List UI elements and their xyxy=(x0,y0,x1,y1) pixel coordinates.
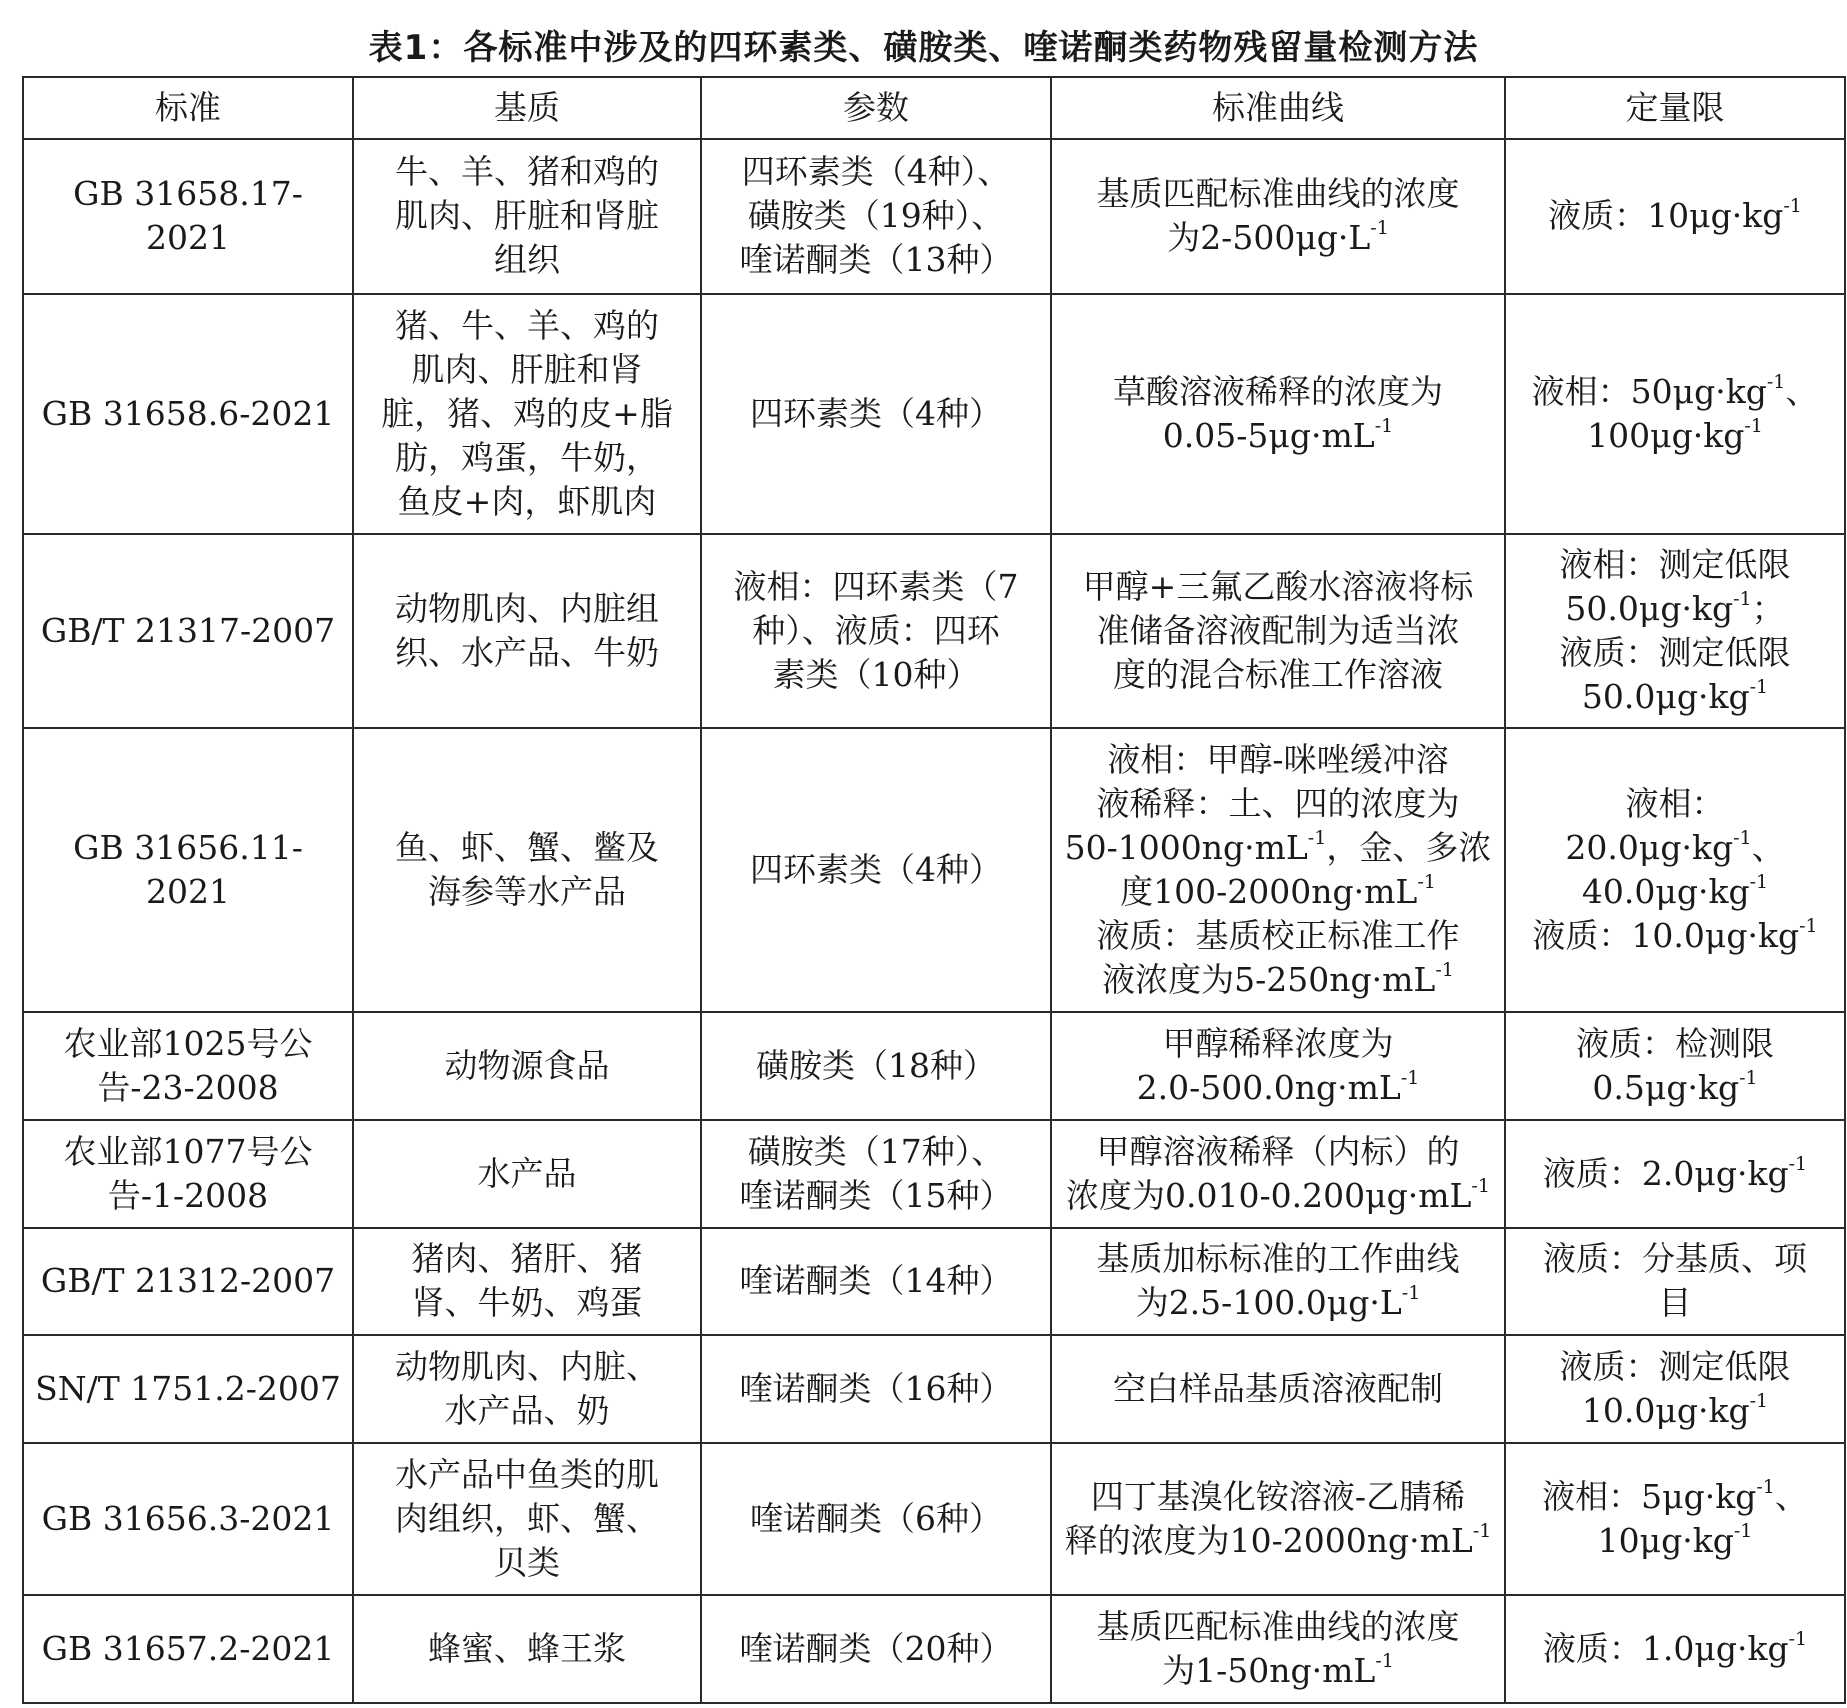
cell-quantification-limit xyxy=(1505,294,1845,534)
cell-text: 液质：基质校正标准工作 xyxy=(1096,916,1460,956)
table-row xyxy=(23,1120,1845,1228)
unit-exponent: -1 xyxy=(1749,675,1769,698)
table-row xyxy=(23,139,1845,294)
cell-text: 40.0μg·kg xyxy=(1581,872,1750,912)
cell-standard-curve xyxy=(1051,1443,1505,1596)
unit-exponent: -1 xyxy=(1400,1067,1420,1090)
cell-quantification-limit-line xyxy=(1516,826,1834,870)
cell-text: 浓度为0.010-0.200μg·mL xyxy=(1066,1175,1472,1215)
header-standard: 标准 xyxy=(23,77,353,139)
cell-quantification-limit-line xyxy=(1516,543,1834,587)
cell-quantification-limit xyxy=(1505,1120,1845,1228)
cell-standard: GB 31658.17-2021 xyxy=(23,139,353,294)
cell-text: 准储备溶液配制为适当浓 xyxy=(1096,610,1460,650)
cell-text: 液质：1.0μg·kg xyxy=(1542,1629,1789,1669)
unit-exponent: -1 xyxy=(1733,587,1752,610)
cell-standard-curve xyxy=(1051,294,1505,534)
cell-text-tail: 、 xyxy=(1751,828,1785,868)
cell-matrix: 水产品 xyxy=(353,1120,701,1228)
cell-parameters: 四环素类（4种）、 磺胺类（19种）、 喹诺酮类（13种） xyxy=(701,139,1051,294)
cell-standard-curve-line xyxy=(1062,1174,1494,1218)
header-row xyxy=(23,77,1845,139)
unit-exponent: -1 xyxy=(1374,414,1394,437)
unit-exponent: -1 xyxy=(1744,414,1763,437)
cell-matrix: 动物肌肉、内脏、 水产品、奶 xyxy=(353,1335,701,1443)
cell-quantification-limit xyxy=(1505,1335,1845,1443)
cell-standard-curve xyxy=(1051,728,1505,1012)
cell-parameters: 喹诺酮类（20种） xyxy=(701,1595,1051,1703)
cell-text: 50-1000ng·mL xyxy=(1064,828,1308,868)
unit-exponent: -1 xyxy=(1766,370,1786,393)
cell-quantification-limit-line xyxy=(1516,1152,1834,1196)
cell-text: 基质匹配标准曲线的浓度 xyxy=(1096,1607,1460,1647)
header-quantification-limit: 定量限 xyxy=(1505,77,1845,139)
cell-text: 甲醇稀释浓度为 xyxy=(1162,1024,1394,1064)
cell-quantification-limit-line xyxy=(1516,1475,1834,1519)
cell-text: 液质：检测限 xyxy=(1576,1024,1774,1064)
cell-parameters: 四环素类（4种） xyxy=(701,728,1051,1012)
cell-standard-curve xyxy=(1051,1120,1505,1228)
cell-text: 基质加标标准的工作曲线 xyxy=(1096,1239,1460,1279)
cell-text: 液质：10μg·kg xyxy=(1548,196,1784,236)
cell-text: 空白样品基质溶液配制 xyxy=(1113,1368,1443,1408)
cell-quantification-limit-line xyxy=(1516,914,1834,958)
cell-text: 10μg·kg xyxy=(1597,1521,1734,1561)
unit-exponent: -1 xyxy=(1733,827,1752,850)
cell-quantification-limit-line xyxy=(1516,1281,1834,1325)
cell-parameters: 四环素类（4种） xyxy=(701,294,1051,534)
cell-quantification-limit-line xyxy=(1516,631,1834,675)
cell-quantification-limit-line xyxy=(1516,587,1834,631)
cell-parameters: 磺胺类（17种）、 喹诺酮类（15种） xyxy=(701,1120,1051,1228)
cell-matrix: 动物源食品 xyxy=(353,1012,701,1120)
cell-standard-curve-line xyxy=(1062,414,1494,458)
cell-text-tail: 、 xyxy=(1785,371,1819,411)
cell-text: 液浓度为5-250ng·mL xyxy=(1102,960,1436,1000)
cell-text: 液相：50μg·kg xyxy=(1531,371,1767,411)
cell-text: 为2.5-100.0μg·L xyxy=(1135,1283,1402,1323)
cell-standard-curve-line xyxy=(1062,914,1494,958)
cell-standard-curve xyxy=(1051,1595,1505,1703)
cell-text: 液质：测定低限 xyxy=(1559,1346,1791,1386)
cell-text: 液质：分基质、项 xyxy=(1543,1239,1807,1279)
cell-text-tail: ； xyxy=(1751,588,1785,628)
cell-text: 20.0μg·kg xyxy=(1565,828,1734,868)
cell-quantification-limit-line xyxy=(1516,1519,1834,1563)
cell-text: 四丁基溴化铵溶液-乙腈稀 xyxy=(1090,1477,1466,1517)
cell-standard-curve-line xyxy=(1062,1066,1494,1110)
cell-parameters: 喹诺酮类（14种） xyxy=(701,1228,1051,1336)
table-row xyxy=(23,728,1845,1012)
cell-standard-curve-line xyxy=(1062,216,1494,260)
unit-exponent: -1 xyxy=(1749,1389,1769,1412)
cell-text: 为2-500μg·L xyxy=(1167,218,1371,258)
table-row xyxy=(23,1335,1845,1443)
cell-text: 度的混合标准工作溶液 xyxy=(1113,654,1443,694)
cell-standard-curve-line xyxy=(1062,1649,1494,1693)
cell-standard-curve-line xyxy=(1062,1237,1494,1281)
cell-text-tail: 、 xyxy=(1774,1477,1808,1517)
cell-text: 0.5μg·kg xyxy=(1592,1068,1740,1108)
cell-matrix: 动物肌肉、内脏组 织、水产品、牛奶 xyxy=(353,534,701,728)
unit-exponent: -1 xyxy=(1370,217,1389,240)
cell-quantification-limit xyxy=(1505,139,1845,294)
unit-exponent: -1 xyxy=(1783,195,1802,218)
cell-quantification-limit-line xyxy=(1516,194,1834,238)
table-title: 表1：各标准中涉及的四环素类、磺胺类、喹诺酮类药物残留量检测方法 xyxy=(368,28,1479,68)
cell-parameters: 喹诺酮类（16种） xyxy=(701,1335,1051,1443)
cell-standard: SN/T 1751.2-2007 xyxy=(23,1335,353,1443)
cell-standard-curve-line xyxy=(1062,370,1494,414)
cell-text: 液相：甲醇-咪唑缓冲溶 xyxy=(1107,740,1449,780)
unit-exponent: -1 xyxy=(1733,1520,1753,1543)
table-body xyxy=(23,139,1845,1703)
unit-exponent: -1 xyxy=(1788,1628,1808,1651)
cell-standard-curve-line xyxy=(1062,958,1494,1002)
cell-matrix: 水产品中鱼类的肌 肉组织，虾、蟹、 贝类 xyxy=(353,1443,701,1596)
header-parameters: 参数 xyxy=(701,77,1051,139)
unit-exponent: -1 xyxy=(1472,1520,1492,1543)
header-standard-curve: 标准曲线 xyxy=(1051,77,1505,139)
table-row xyxy=(23,534,1845,728)
cell-text: 为1-50ng·mL xyxy=(1162,1651,1376,1691)
cell-standard: 农业部1025号公 告-23-2008 xyxy=(23,1012,353,1120)
cell-quantification-limit-line xyxy=(1516,1345,1834,1389)
cell-text: 液质：2.0μg·kg xyxy=(1542,1153,1789,1193)
cell-standard-curve xyxy=(1051,1012,1505,1120)
cell-quantification-limit-line xyxy=(1516,370,1834,414)
cell-standard-curve-line xyxy=(1062,1367,1494,1411)
cell-matrix: 猪、牛、羊、鸡的 肌肉、肝脏和肾 脏，猪、鸡的皮+脂 肪，鸡蛋，牛奶， 鱼皮+肉，虾肌肉 xyxy=(353,294,701,534)
cell-standard-curve xyxy=(1051,1228,1505,1336)
unit-exponent: -1 xyxy=(1739,1067,1758,1090)
cell-quantification-limit-line xyxy=(1516,1022,1834,1066)
cell-text: 草酸溶液稀释的浓度为 xyxy=(1113,371,1443,411)
cell-quantification-limit-line xyxy=(1516,870,1834,914)
unit-exponent: -1 xyxy=(1471,1174,1490,1197)
unit-exponent: -1 xyxy=(1756,1476,1775,1499)
cell-text: 目 xyxy=(1658,1283,1692,1323)
cell-text: 液相：测定低限 xyxy=(1559,544,1791,584)
cell-quantification-limit-line xyxy=(1516,1237,1834,1281)
table-row xyxy=(23,1443,1845,1596)
cell-text: 液质：10.0μg·kg xyxy=(1532,916,1800,956)
cell-matrix: 猪肉、猪肝、猪 肾、牛奶、鸡蛋 xyxy=(353,1228,701,1336)
cell-standard-curve-line xyxy=(1062,870,1494,914)
cell-quantification-limit-line xyxy=(1516,782,1834,826)
cell-standard-curve xyxy=(1051,534,1505,728)
cell-text-tail: ，金、多浓 xyxy=(1326,828,1492,868)
cell-standard-curve xyxy=(1051,139,1505,294)
cell-standard: GB/T 21317-2007 xyxy=(23,534,353,728)
cell-text: 液相： xyxy=(1625,784,1725,824)
cell-matrix: 鱼、虾、蟹、鳖及 海参等水产品 xyxy=(353,728,701,1012)
unit-exponent: -1 xyxy=(1788,1152,1808,1175)
cell-text: 2.0-500.0ng·mL xyxy=(1136,1068,1401,1108)
cell-text: 基质匹配标准曲线的浓度 xyxy=(1096,174,1460,214)
cell-quantification-limit-line xyxy=(1516,414,1834,458)
cell-text: 50.0μg·kg xyxy=(1581,676,1750,716)
cell-standard-curve-line xyxy=(1062,1519,1494,1563)
cell-standard-curve-line xyxy=(1062,1130,1494,1174)
unit-exponent: -1 xyxy=(1307,827,1327,850)
cell-parameters: 液相：四环素类（7 种）、液质：四环 素类（10种） xyxy=(701,534,1051,728)
table-row xyxy=(23,294,1845,534)
cell-quantification-limit-line xyxy=(1516,1389,1834,1433)
cell-standard-curve-line xyxy=(1062,653,1494,697)
cell-standard-curve-line xyxy=(1062,738,1494,782)
cell-standard-curve-line xyxy=(1062,565,1494,609)
cell-quantification-limit xyxy=(1505,1228,1845,1336)
cell-standard-curve-line xyxy=(1062,172,1494,216)
cell-quantification-limit xyxy=(1505,728,1845,1012)
cell-matrix: 蜂蜜、蜂王浆 xyxy=(353,1595,701,1703)
header-matrix: 基质 xyxy=(353,77,701,139)
unit-exponent: -1 xyxy=(1435,959,1454,982)
cell-parameters: 磺胺类（18种） xyxy=(701,1012,1051,1120)
cell-standard: 农业部1077号公 告-1-2008 xyxy=(23,1120,353,1228)
cell-parameters: 喹诺酮类（6种） xyxy=(701,1443,1051,1596)
cell-text: 液质：测定低限 xyxy=(1559,632,1791,672)
unit-exponent: -1 xyxy=(1401,1282,1421,1305)
cell-quantification-limit xyxy=(1505,1443,1845,1596)
table-row xyxy=(23,1595,1845,1703)
cell-standard: GB 31656.11-2021 xyxy=(23,728,353,1012)
cell-matrix: 牛、羊、猪和鸡的 肌肉、肝脏和肾脏 组织 xyxy=(353,139,701,294)
cell-standard: GB 31657.2-2021 xyxy=(23,1595,353,1703)
cell-quantification-limit xyxy=(1505,534,1845,728)
cell-standard-curve xyxy=(1051,1335,1505,1443)
cell-standard: GB 31656.3-2021 xyxy=(23,1443,353,1596)
cell-text: 液稀释：土、四的浓度为 xyxy=(1096,784,1460,824)
cell-standard: GB 31658.6-2021 xyxy=(23,294,353,534)
cell-quantification-limit xyxy=(1505,1595,1845,1703)
cell-text: 100μg·kg xyxy=(1587,415,1745,455)
cell-standard-curve-line xyxy=(1062,1605,1494,1649)
cell-standard-curve-line xyxy=(1062,1475,1494,1519)
unit-exponent: -1 xyxy=(1417,871,1436,894)
cell-standard: GB/T 21312-2007 xyxy=(23,1228,353,1336)
cell-text: 液相：5μg·kg xyxy=(1542,1477,1757,1517)
table-row xyxy=(23,1012,1845,1120)
residue-methods-table xyxy=(22,76,1846,1704)
cell-text: 释的浓度为10-2000ng·mL xyxy=(1064,1521,1473,1561)
cell-quantification-limit xyxy=(1505,1012,1845,1120)
cell-standard-curve-line xyxy=(1062,782,1494,826)
cell-standard-curve-line xyxy=(1062,1022,1494,1066)
cell-text: 度100-2000ng·mL xyxy=(1120,872,1418,912)
cell-text: 甲醇+三氟乙酸水溶液将标 xyxy=(1082,566,1474,606)
cell-quantification-limit-line xyxy=(1516,1627,1834,1671)
cell-text: 0.05-5μg·mL xyxy=(1162,415,1375,455)
cell-text: 甲醇溶液稀释（内标）的 xyxy=(1096,1131,1460,1171)
cell-standard-curve-line xyxy=(1062,609,1494,653)
cell-quantification-limit-line xyxy=(1516,1066,1834,1110)
cell-quantification-limit-line xyxy=(1516,675,1834,719)
cell-standard-curve-line xyxy=(1062,1281,1494,1325)
cell-standard-curve-line xyxy=(1062,826,1494,870)
unit-exponent: -1 xyxy=(1749,871,1769,894)
cell-text: 50.0μg·kg xyxy=(1565,588,1734,628)
unit-exponent: -1 xyxy=(1375,1650,1394,1673)
cell-text: 10.0μg·kg xyxy=(1581,1390,1750,1430)
unit-exponent: -1 xyxy=(1799,915,1818,938)
table-row xyxy=(23,1228,1845,1336)
